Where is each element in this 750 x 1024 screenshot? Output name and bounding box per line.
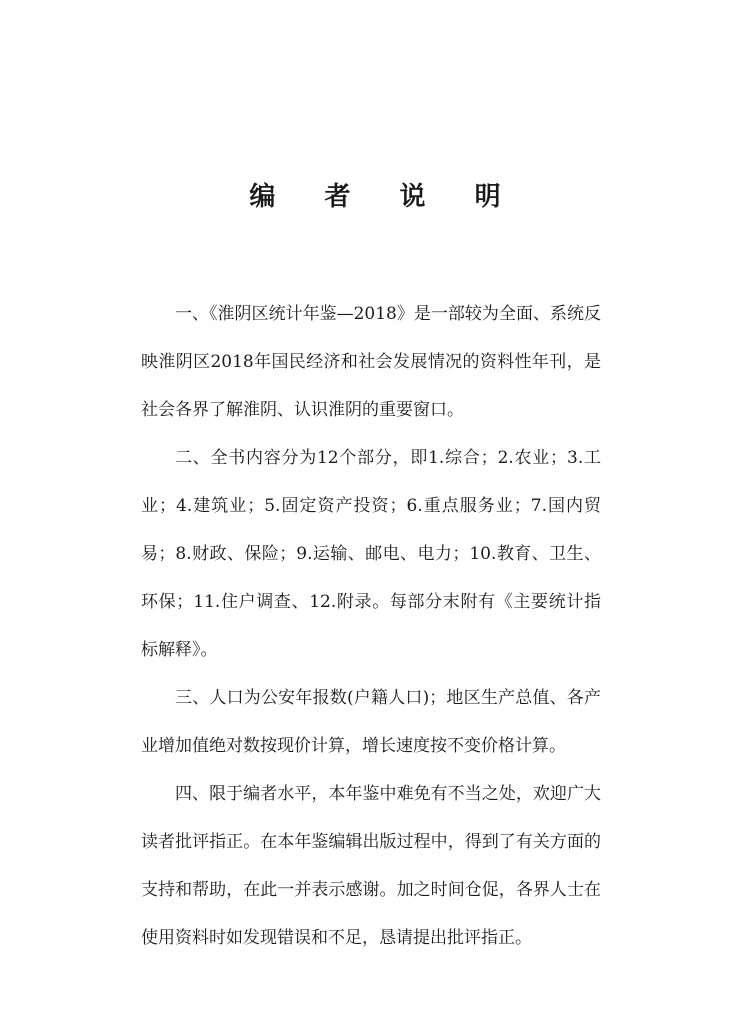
paragraph-3: 三、人口为公安年报数(户籍人口)；地区生产总值、各产业增加值绝对数按现价计算，增长速度按不变价格计算。 bbox=[141, 688, 601, 756]
paragraph-2: 二、全书内容分为12个部分，即1.综合；2.农业；3.工业；4.建筑业；5.固定资产投资；6.重点服务业；7.国内贸易；8.财政、保险；9.运输、邮电、电力；10.教育、卫生、环保；11.住户调查、12.附录。每部分末附有《主要统计指标解释》。 bbox=[141, 448, 601, 660]
page-title: 编 者 说 明 bbox=[249, 182, 521, 212]
paragraph-4: 四、限于编者水平，本年鉴中难免有不当之处，欢迎广大读者批评指正。在本年鉴编辑出版过程中，得到了有关方面的支持和帮助，在此一并表示感谢。加之时间仓促，各界人士在使用资料时如发现错误和不足，恳请提出批评指正。 bbox=[141, 784, 601, 948]
paragraph-1: 一、《淮阴区统计年鉴—2018》是一部较为全面、系统反映淮阴区2018年国民经济和社会发展情况的资料性年刊，是社会各界了解淮阴、认识淮阴的重要窗口。 bbox=[141, 304, 601, 420]
body-text bbox=[141, 290, 601, 962]
